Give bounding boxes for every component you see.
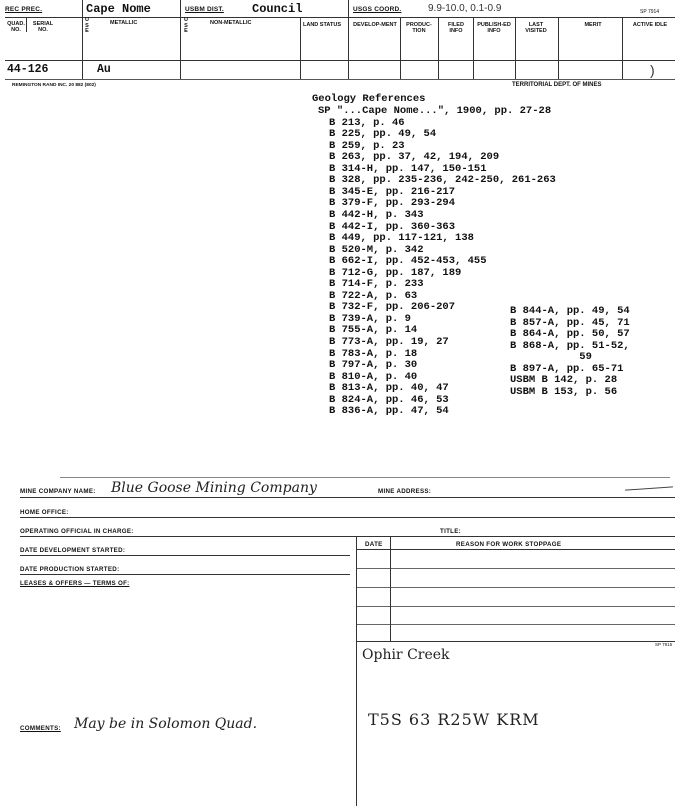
form-number-bottom: SP 7915 (655, 642, 673, 647)
reference-line: B 442-H, p. 343 (329, 208, 424, 221)
development-label: DEVELOP-MENT (353, 22, 397, 28)
reference-line: B 263, pp. 37, 42, 194, 209 (329, 151, 500, 164)
location-note: T5S 63 R25W KRM (368, 710, 540, 729)
filed-info-label: FILED INFO (448, 22, 464, 34)
reference-line: B 844-A, pp. 49, 54 (510, 305, 630, 317)
reference-line: B 442-I, pp. 360-363 (329, 220, 456, 233)
rec-prec-value: Cape Nome (86, 2, 151, 16)
reference-line: B 379-F, pp. 293-294 (329, 197, 456, 210)
nonmetallic-label: NON-METALLIC (210, 20, 252, 26)
published-info-label: PUBLISH-ED INFO (477, 22, 511, 34)
reference-line: B 314-H, pp. 147, 150-151 (329, 162, 487, 175)
production-label: PRODUC-TION (406, 22, 432, 34)
usgs-coord-label: USGS COORD. (353, 6, 402, 13)
reference-line: USBM B 142, p. 28 (510, 374, 618, 387)
date-column-label: DATE (365, 541, 383, 548)
last-visited-label: LAST VISITED (525, 22, 547, 34)
reference-line: B 345-E, pp. 216-217 (329, 185, 456, 198)
reference-line: SP "...Cape Nome...", 1900, pp. 27-28 (318, 105, 552, 117)
printer-note: REMINGTON RAND INC. 20 882 (802) (12, 83, 96, 88)
ophir-creek-note: Ophir Creek (362, 647, 450, 663)
reference-line: B 864-A, pp. 50, 57 (510, 328, 630, 341)
nonmetallic-code: U S E (184, 17, 188, 34)
reference-line: B 797-A, p. 30 (329, 359, 418, 372)
reference-line: B 813-A, pp. 40, 47 (329, 382, 449, 395)
reference-line: B 662-I, pp. 452-453, 455 (329, 255, 487, 268)
title-label: TITLE: (440, 528, 462, 535)
reference-line: 59 (510, 351, 592, 364)
form-number-top: SP 7914 (640, 9, 660, 15)
reference-line: B 213, p. 46 (329, 116, 405, 129)
usgs-coord-value: 9.9-10.0, 0.1-0.9 (428, 3, 502, 14)
metallic-code: U S E (85, 17, 89, 34)
metallic-label: METALLIC (110, 20, 138, 26)
reference-line: B 773-A, pp. 19, 27 (329, 336, 449, 348)
reference-line: B 259, p. 23 (329, 139, 405, 152)
active-idle-label: ACTIVE IDLE (632, 22, 668, 28)
reference-line: B 449, pp. 117-121, 138 (329, 232, 474, 245)
leases-label: LEASES & OFFERS — TERMS OF: (20, 580, 130, 587)
reference-line: B 897-A, pp. 65-71 (510, 362, 624, 375)
operating-official-label: OPERATING OFFICIAL IN CHARGE: (20, 528, 134, 535)
reference-line: B 712-G, pp. 187, 189 (329, 266, 462, 279)
reference-line: B 857-A, pp. 45, 71 (510, 316, 630, 329)
rec-prec-label: REC PREC. (5, 6, 43, 13)
reference-line: B 868-A, pp. 51-52, (510, 339, 630, 352)
comments-label: COMMENTS: (20, 725, 61, 732)
reference-line: B 739-A, p. 9 (329, 312, 411, 325)
serial-no-label: SERIAL NO. (32, 21, 54, 33)
reason-column-label: REASON FOR WORK STOPPAGE (456, 541, 562, 548)
comments-value: May be in Solomon Quad. (74, 716, 258, 732)
reference-line: B 722-A, p. 63 (329, 289, 418, 302)
reference-line: B 836-A, pp. 47, 54 (329, 405, 449, 418)
reference-line: B 714-F, p. 233 (329, 278, 424, 291)
metallic-value: Au (97, 63, 111, 76)
mine-address-label: MINE ADDRESS: (378, 488, 432, 495)
quad-serial-value: 44-126 (7, 63, 49, 76)
usbm-dist-label: USBM DIST. (185, 6, 224, 13)
references-title: Geology References (312, 93, 426, 105)
land-status-label: LAND STATUS (303, 22, 341, 28)
quad-no-label: QUAD. NO. (7, 21, 25, 33)
reference-line: B 225, pp. 49, 54 (329, 128, 437, 141)
mine-company-label: MINE COMPANY NAME: (20, 488, 96, 495)
reference-line: USBM B 153, p. 56 (510, 385, 618, 398)
pencil-mark: ) (650, 62, 655, 78)
reference-line: B 328, pp. 235-236, 242-250, 261-263 (329, 174, 556, 187)
date-production-label: DATE PRODUCTION STARTED: (20, 566, 120, 573)
reference-line: B 520-M, p. 342 (329, 243, 424, 256)
reference-line: B 783-A, p. 18 (329, 347, 418, 360)
reference-line: B 732-F, pp. 206-207 (329, 301, 456, 314)
mine-company-value: Blue Goose Mining Company (111, 480, 317, 496)
merit-label: MERIT (584, 22, 602, 28)
date-development-label: DATE DEVELOPMENT STARTED: (20, 547, 126, 554)
home-office-label: HOME OFFICE: (20, 509, 69, 516)
reference-line: B 824-A, pp. 46, 53 (329, 393, 449, 406)
reference-line: B 810-A, p. 40 (329, 370, 418, 383)
territorial-label: TERRITORIAL DEPT. OF MINES (512, 82, 602, 88)
reference-line: B 755-A, p. 14 (329, 324, 418, 337)
usbm-dist-value: Council (252, 2, 303, 16)
